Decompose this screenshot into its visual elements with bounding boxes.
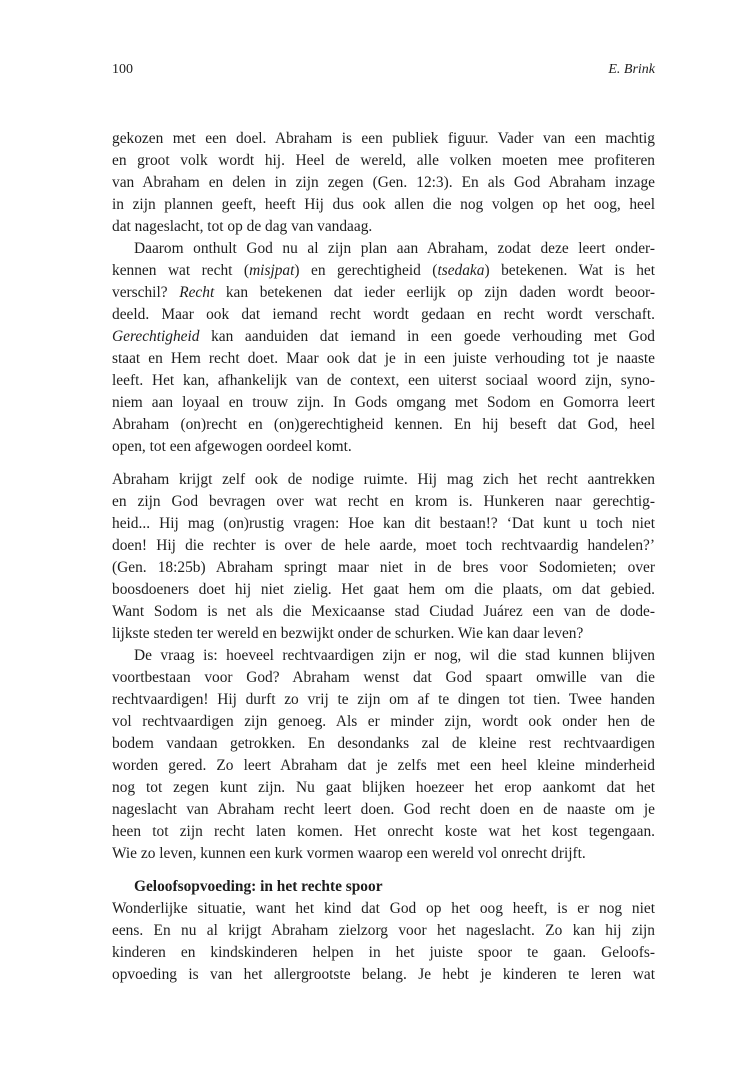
text-segment: ) betekenen. Wat is het [484,262,656,279]
text-segment: kan betekenen dat ieder eerlijk op zijn daden wordt beoor- [214,284,655,301]
paragraph [112,128,655,238]
text-segment: ) en gerechtigheid ( [294,262,438,279]
page-number: 100 [112,62,133,77]
text-line: vol rechtvaardigen zijn genoeg. Als er minder zijn, wordt ook onder hen de [112,713,655,730]
paragraph [112,238,655,458]
text-line: Wie zo leven, kunnen een kurk vormen waarop een wereld vol onrecht drijft. [112,845,586,862]
paragraph [112,898,655,986]
text-line: staat en Hem recht doet. Maar ook dat je in een juiste verhouding tot je naaste [112,350,655,367]
paragraph [112,469,655,645]
text-line: gekozen met een doel. Abraham is een publiek figuur. Vader van een machtig [112,130,655,147]
text-line: worden gered. Zo leert Abraham dat je zelfs met een heel kleine minderheid [112,757,655,774]
text-line: dat nageslacht, tot op de dag van vandaag. [112,218,373,235]
text-line: Wonderlijke situatie, want het kind dat God op het oog heeft, is er nog niet [112,900,655,917]
text-line: niem aan loyaal en trouw zijn. In Gods omgang met Sodom en Gomorra leert [112,394,655,411]
text-line: nageslacht van Abraham recht leert doen. God recht doen en de naaste om je [112,801,655,818]
text-line: opvoeding is van het allergrootste belang. Je hebt je kinderen te leren wat [112,966,655,983]
text-line: en zijn God bevragen over wat recht en krom is. Hunkeren naar gerechtig- [112,493,655,510]
text-line: eens. En nu al krijgt Abraham zielzorg voor het nageslacht. Zo kan hij zijn [112,922,655,939]
text-line: (Gen. 18:25b) Abraham springt maar niet in de bres voor Sodomieten; over [112,559,655,576]
paragraph [112,645,655,865]
italic-term: misjpat [249,262,295,279]
text-segment: kennen wat recht ( [112,262,250,279]
text-line: kinderen en kindskinderen helpen in het juiste spoor te gaan. Geloofs- [112,944,655,961]
text-line: rechtvaardigen! Hij durft zo vrij te zijn om af te dingen tot tien. Twee handen [112,691,655,708]
text-line: en groot volk wordt hij. Heel de wereld, alle volken moeten mee profiteren [112,152,655,169]
text-line: nog tot zegen kunt zijn. Nu gaat blijken hoezeer het erop aankomt dat het [112,779,655,796]
text-line: voortbestaan voor God? Abraham wenst dat God spaart omwille van die [112,669,655,686]
text-line: lijkste steden ter wereld en bezwijkt onder de schurken. Wie kan daar leven? [112,625,584,642]
running-header-author: E. Brink [608,62,655,77]
text-line: Abraham krijgt zelf ook de nodige ruimte. Hij mag zich het recht aantrekken [112,471,655,488]
body-text [112,128,655,986]
text-line: heen tot zijn recht laten komen. Het onrecht koste wat het kost tegengaan. [112,823,655,840]
text-line [112,260,655,282]
text-line: van Abraham en delen in zijn zegen (Gen. 12:3). En als God Abraham inzage [112,174,655,191]
text-line: boosdoeners doet hij niet zielig. Het gaat hem om die plaats, om dat gebied. [112,581,655,598]
text-line: doen! Hij die rechter is over de hele aarde, moet toch rechtvaardig handelen?’ [112,537,655,554]
text-line: open, tot een afgewogen oordeel komt. [112,438,352,455]
italic-term: Recht [179,284,215,301]
text-line: heid... Hij mag (on)rustig vragen: Hoe kan dit bestaan!? ‘Dat kunt u toch niet [112,515,655,532]
italic-term: Gerechtigheid [112,328,200,345]
text-line: De vraag is: hoeveel rechtvaardigen zijn er nog, wil die stad kunnen blijven [134,647,655,664]
text-segment: kan aanduiden dat iemand in een goede verhouding met God [199,328,655,345]
text-line: Daarom onthult God nu al zijn plan aan Abraham, zodat deze leert onder- [134,240,655,257]
text-line [112,326,655,348]
text-line: in zijn plannen geeft, heeft Hij dus ook allen die nog volgen op het oog, heel [112,196,655,213]
text-line: bodem vandaan getrokken. En desondanks zal de kleine rest rechtvaardigen [112,735,655,752]
text-line [112,282,655,304]
text-line: Want Sodom is net als die Mexicaanse stad Ciudad Juárez een van de dode- [112,603,655,620]
italic-term: tsedaka [437,262,485,279]
text-segment: verschil? [112,284,180,301]
text-line: Abraham (on)recht en (on)gerechtigheid kennen. En hij beseft dat God, heel [112,416,655,433]
text-line: leeft. Het kan, afhankelijk van de context, een uiterst sociaal woord zijn, syno- [112,372,655,389]
paragraph-gap [112,865,655,876]
section-heading: Geloofsopvoeding: in het rechte spoor [134,878,383,895]
paragraph-gap [112,458,655,469]
text-line: deeld. Maar ook dat iemand recht wordt gedaan en recht wordt verschaft. [112,306,655,323]
